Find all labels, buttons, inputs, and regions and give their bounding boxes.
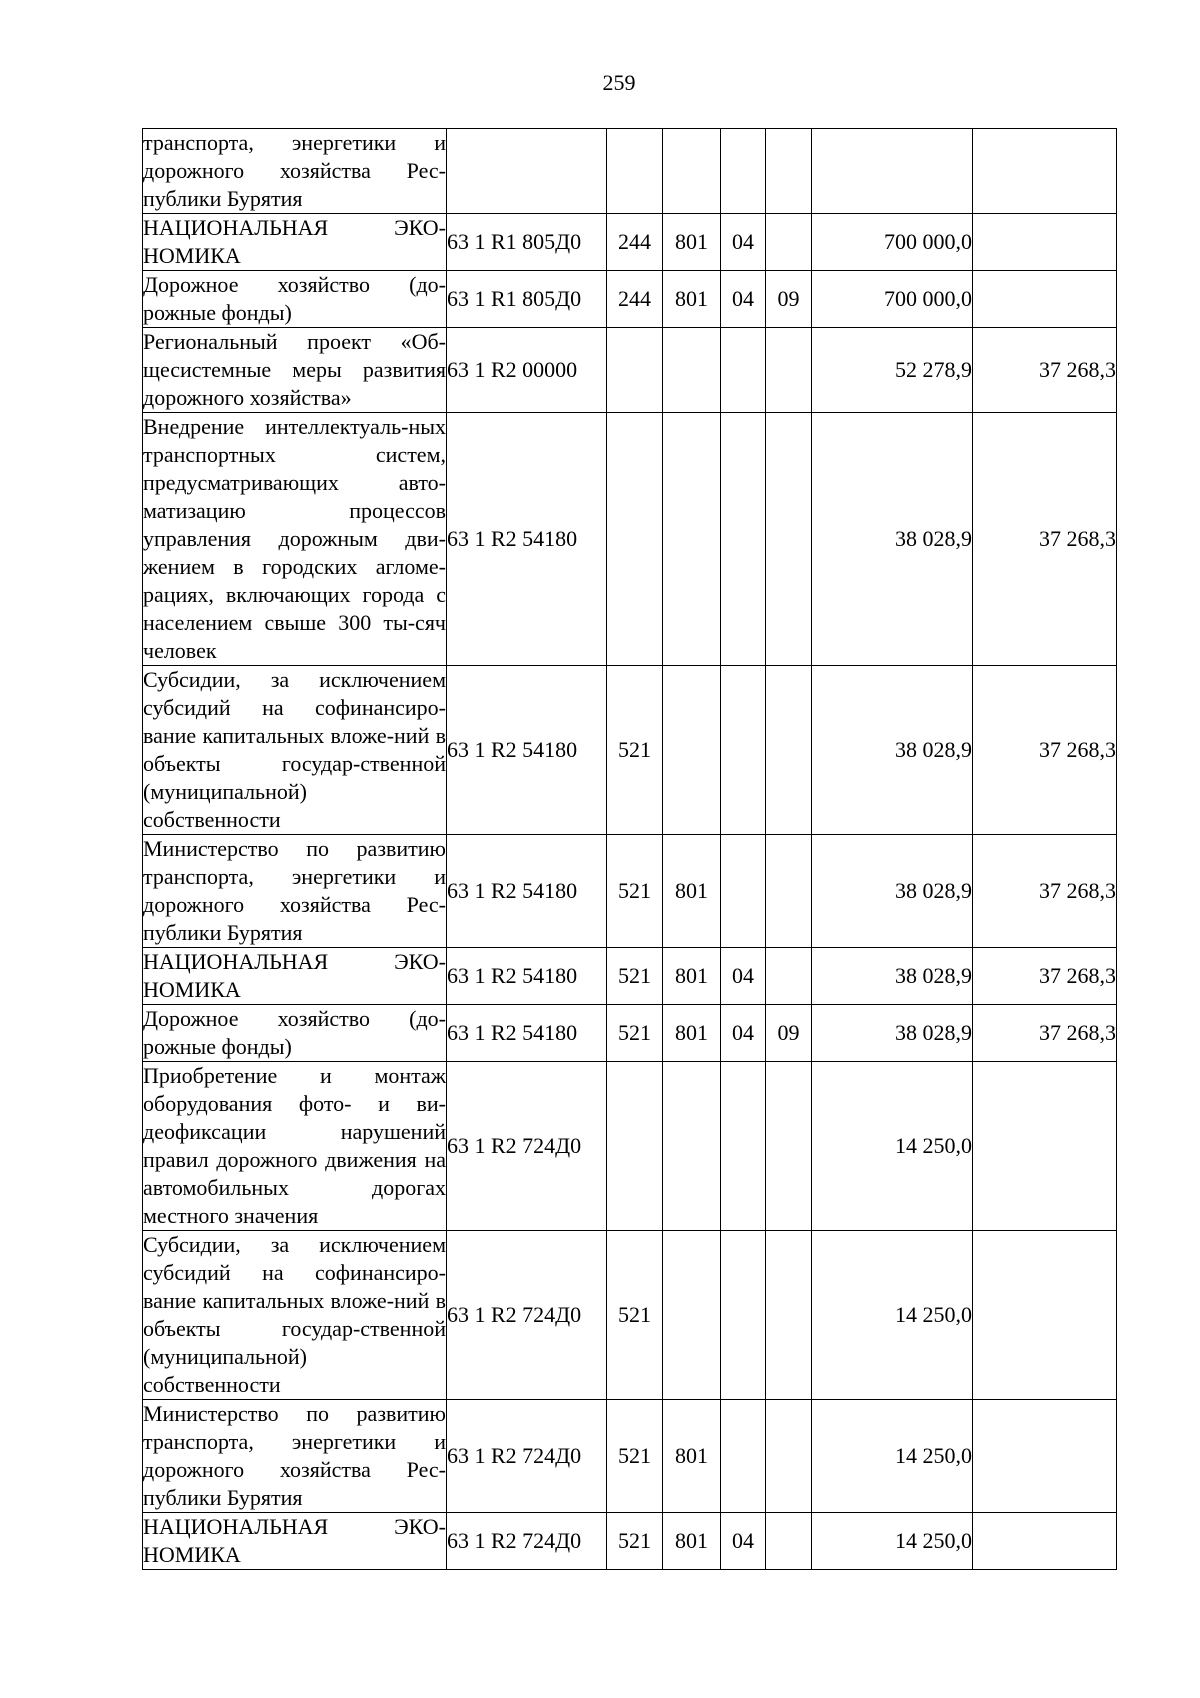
cell-section: 04 bbox=[721, 1005, 766, 1062]
cell-subsection bbox=[766, 129, 812, 214]
cell-section bbox=[721, 835, 766, 948]
cell-amount-2: 37 268,3 bbox=[973, 328, 1117, 413]
table-row bbox=[143, 271, 1117, 328]
cell-expense-type: 521 bbox=[607, 1400, 663, 1513]
cell-name: Дорожное хозяйство (до-рожные фонды) bbox=[143, 1005, 447, 1062]
cell-amount-1: 14 250,0 bbox=[812, 1062, 973, 1231]
cell-expense-type: 521 bbox=[607, 666, 663, 835]
table-row bbox=[143, 1231, 1117, 1400]
page-number: 259 bbox=[602, 70, 636, 95]
cell-amount-1: 52 278,9 bbox=[812, 328, 973, 413]
table-row bbox=[143, 1062, 1117, 1231]
cell-budget-holder bbox=[663, 328, 721, 413]
cell-amount-2: 37 268,3 bbox=[973, 1005, 1117, 1062]
cell-name: Региональный проект «Об-щесистемные меры развития дорожного хозяйства» bbox=[143, 328, 447, 413]
cell-section bbox=[721, 1231, 766, 1400]
cell-expense-type: 521 bbox=[607, 1005, 663, 1062]
cell-amount-1: 38 028,9 bbox=[812, 1005, 973, 1062]
cell-section: 04 bbox=[721, 271, 766, 328]
cell-subsection bbox=[766, 948, 812, 1005]
cell-target-article: 63 1 R2 54180 bbox=[447, 948, 607, 1005]
table-row bbox=[143, 666, 1117, 835]
cell-name: НАЦИОНАЛЬНАЯ ЭКО-НОМИКА bbox=[143, 214, 447, 271]
cell-expense-type: 521 bbox=[607, 1231, 663, 1400]
cell-amount-1: 14 250,0 bbox=[812, 1400, 973, 1513]
table-row bbox=[143, 1400, 1117, 1513]
cell-amount-2: 37 268,3 bbox=[973, 835, 1117, 948]
table-row bbox=[143, 948, 1117, 1005]
cell-budget-holder: 801 bbox=[663, 1400, 721, 1513]
cell-amount-2 bbox=[973, 1513, 1117, 1570]
cell-budget-holder: 801 bbox=[663, 948, 721, 1005]
cell-name: Субсидии, за исключением субсидий на софинансиро-вание капитальных вложе-ний в объекты государ-ственной (муниципальной) собственности bbox=[143, 1231, 447, 1400]
cell-amount-1: 38 028,9 bbox=[812, 666, 973, 835]
cell-section: 04 bbox=[721, 948, 766, 1005]
cell-name: Дорожное хозяйство (до-рожные фонды) bbox=[143, 271, 447, 328]
cell-expense-type: 244 bbox=[607, 271, 663, 328]
cell-budget-holder bbox=[663, 129, 721, 214]
table-row bbox=[143, 835, 1117, 948]
table-row bbox=[143, 1005, 1117, 1062]
cell-budget-holder: 801 bbox=[663, 1005, 721, 1062]
table-body bbox=[143, 129, 1117, 1570]
cell-amount-1: 14 250,0 bbox=[812, 1231, 973, 1400]
cell-amount-2 bbox=[973, 1400, 1117, 1513]
cell-section bbox=[721, 1400, 766, 1513]
cell-name: НАЦИОНАЛЬНАЯ ЭКО-НОМИКА bbox=[143, 948, 447, 1005]
cell-subsection bbox=[766, 413, 812, 666]
cell-expense-type: 521 bbox=[607, 1513, 663, 1570]
cell-amount-1: 38 028,9 bbox=[812, 413, 973, 666]
cell-expense-type: 244 bbox=[607, 214, 663, 271]
cell-amount-1: 38 028,9 bbox=[812, 835, 973, 948]
cell-target-article: 63 1 R1 805Д0 bbox=[447, 271, 607, 328]
budget-table bbox=[142, 128, 1117, 1570]
cell-target-article: 63 1 R2 54180 bbox=[447, 413, 607, 666]
cell-expense-type: 521 bbox=[607, 835, 663, 948]
cell-name: НАЦИОНАЛЬНАЯ ЭКО-НОМИКА bbox=[143, 1513, 447, 1570]
cell-expense-type bbox=[607, 328, 663, 413]
cell-subsection: 09 bbox=[766, 1005, 812, 1062]
table-row bbox=[143, 129, 1117, 214]
cell-amount-2: 37 268,3 bbox=[973, 413, 1117, 666]
cell-budget-holder bbox=[663, 666, 721, 835]
cell-name: Министерство по развитию транспорта, энергетики и дорожного хозяйства Рес-публики Бурятия bbox=[143, 835, 447, 948]
cell-name: Министерство по развитию транспорта, энергетики и дорожного хозяйства Рес-публики Бурятия bbox=[143, 1400, 447, 1513]
cell-subsection bbox=[766, 328, 812, 413]
cell-target-article: 63 1 R2 724Д0 bbox=[447, 1400, 607, 1513]
cell-subsection bbox=[766, 1231, 812, 1400]
cell-amount-2 bbox=[973, 1231, 1117, 1400]
cell-expense-type bbox=[607, 1062, 663, 1231]
cell-name: Внедрение интеллектуаль-ных транспортных систем, предусматривающих авто-матизацию процессов управления дорожным дви-жением в городских агломе-рациях, включающих города с населением свыше 300 ты-сяч человек bbox=[143, 413, 447, 666]
cell-target-article: 63 1 R2 00000 bbox=[447, 328, 607, 413]
cell-amount-1: 700 000,0 bbox=[812, 271, 973, 328]
cell-budget-holder bbox=[663, 1062, 721, 1231]
cell-expense-type: 521 bbox=[607, 948, 663, 1005]
cell-subsection bbox=[766, 835, 812, 948]
cell-amount-2 bbox=[973, 271, 1117, 328]
cell-amount-2 bbox=[973, 214, 1117, 271]
cell-budget-holder: 801 bbox=[663, 271, 721, 328]
cell-target-article: 63 1 R2 54180 bbox=[447, 1005, 607, 1062]
cell-target-article: 63 1 R2 54180 bbox=[447, 835, 607, 948]
cell-amount-1: 38 028,9 bbox=[812, 948, 973, 1005]
cell-target-article: 63 1 R2 724Д0 bbox=[447, 1231, 607, 1400]
cell-section bbox=[721, 666, 766, 835]
cell-target-article: 63 1 R2 724Д0 bbox=[447, 1513, 607, 1570]
cell-budget-holder: 801 bbox=[663, 214, 721, 271]
cell-target-article: 63 1 R2 724Д0 bbox=[447, 1062, 607, 1231]
cell-subsection bbox=[766, 214, 812, 271]
cell-expense-type bbox=[607, 413, 663, 666]
table-row bbox=[143, 413, 1117, 666]
cell-subsection: 09 bbox=[766, 271, 812, 328]
cell-amount-1: 700 000,0 bbox=[812, 214, 973, 271]
cell-amount-1: 14 250,0 bbox=[812, 1513, 973, 1570]
cell-section: 04 bbox=[721, 1513, 766, 1570]
cell-amount-2 bbox=[973, 129, 1117, 214]
cell-name: транспорта, энергетики и дорожного хозяйства Рес-публики Бурятия bbox=[143, 129, 447, 214]
cell-amount-2 bbox=[973, 1062, 1117, 1231]
cell-section bbox=[721, 328, 766, 413]
cell-target-article bbox=[447, 129, 607, 214]
table-row bbox=[143, 1513, 1117, 1570]
cell-budget-holder bbox=[663, 1231, 721, 1400]
cell-subsection bbox=[766, 1400, 812, 1513]
cell-budget-holder: 801 bbox=[663, 1513, 721, 1570]
cell-section: 04 bbox=[721, 214, 766, 271]
table-row bbox=[143, 214, 1117, 271]
cell-subsection bbox=[766, 666, 812, 835]
cell-name: Субсидии, за исключением субсидий на софинансиро-вание капитальных вложе-ний в объекты государ-ственной (муниципальной) собственности bbox=[143, 666, 447, 835]
cell-target-article: 63 1 R1 805Д0 bbox=[447, 214, 607, 271]
table-row bbox=[143, 328, 1117, 413]
cell-section bbox=[721, 413, 766, 666]
cell-subsection bbox=[766, 1062, 812, 1231]
cell-target-article: 63 1 R2 54180 bbox=[447, 666, 607, 835]
cell-amount-1 bbox=[812, 129, 973, 214]
cell-subsection bbox=[766, 1513, 812, 1570]
cell-budget-holder bbox=[663, 413, 721, 666]
cell-amount-2: 37 268,3 bbox=[973, 948, 1117, 1005]
cell-budget-holder: 801 bbox=[663, 835, 721, 948]
cell-section bbox=[721, 129, 766, 214]
cell-expense-type bbox=[607, 129, 663, 214]
cell-name: Приобретение и монтаж оборудования фото- и ви-деофиксации нарушений правил дорожного движения на автомобильных дорогах местного значения bbox=[143, 1062, 447, 1231]
cell-section bbox=[721, 1062, 766, 1231]
cell-amount-2: 37 268,3 bbox=[973, 666, 1117, 835]
